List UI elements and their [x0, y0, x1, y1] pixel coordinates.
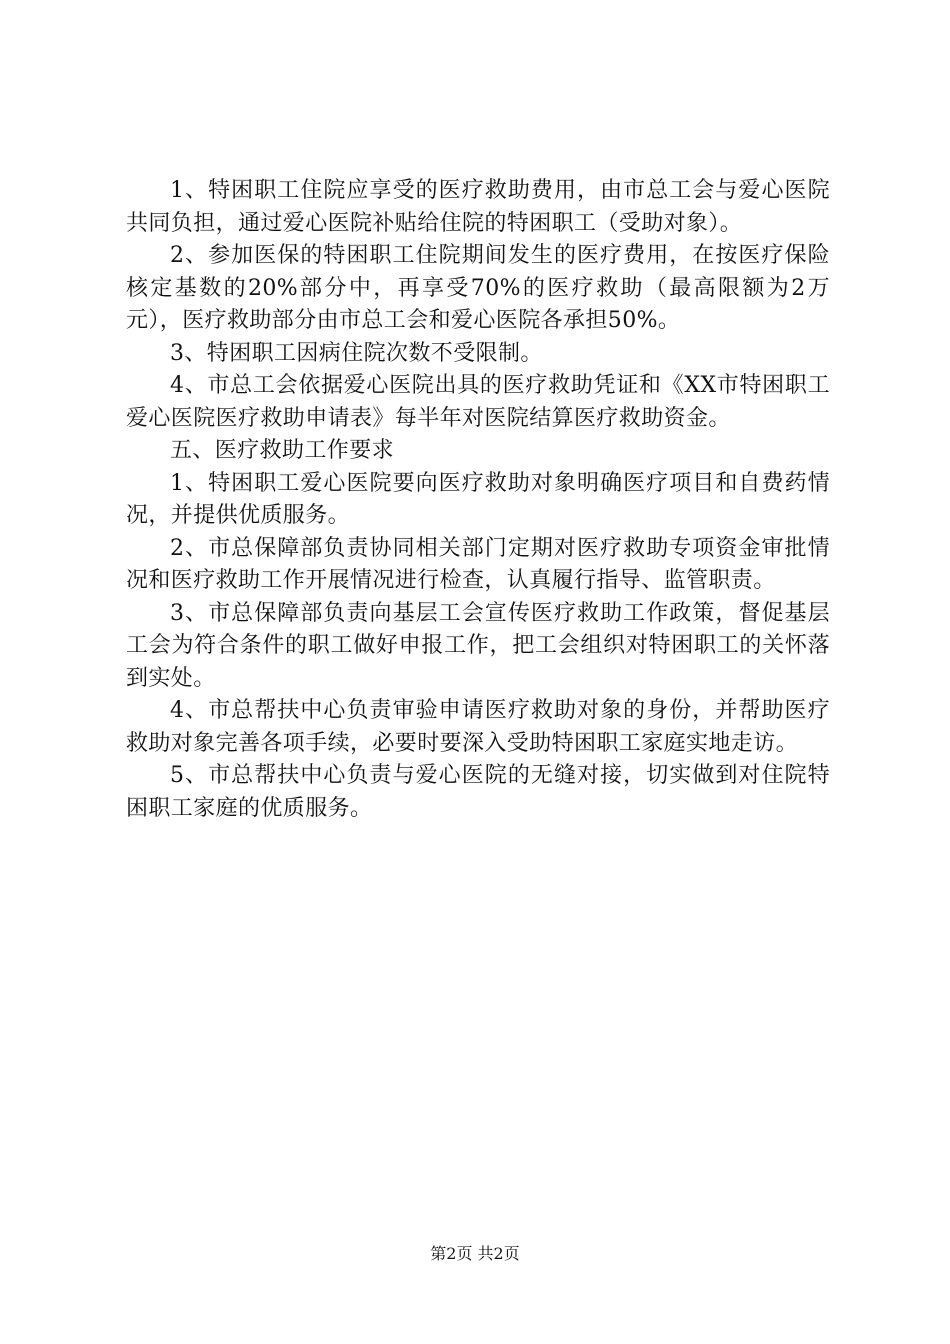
- document-body: [126, 175, 830, 825]
- page-number: 第2页 共2页: [430, 1244, 520, 1263]
- paragraph-requirement-3: 3、市总保障部负责向基层工会宣传医疗救助工作政策，督促基层工会为符合条件的职工做好申报工作，把工会组织对特困职工的关怀落到实处。: [126, 600, 830, 691]
- section-heading-requirements: 五、医疗救助工作要求: [170, 438, 395, 463]
- page-footer: [0, 1244, 950, 1264]
- paragraph-requirement-1: 1、特困职工爱心医院要向医疗救助对象明确医疗项目和自费药情况，并提供优质服务。: [126, 470, 830, 528]
- paragraph-hospitalization-limit: 3、特困职工因病住院次数不受限制。: [170, 340, 543, 366]
- paragraph-requirement-4: 4、市总帮扶中心负责审验申请医疗救助对象的身份，并帮助医疗救助对象完善各项手续，必要时要深入受助特困职工家庭实地走访。: [126, 698, 830, 756]
- paragraph-requirement-2: 2、市总保障部负责协同相关部门定期对医疗救助专项资金审批情况和医疗救助工作开展情况进行检查，认真履行指导、监管职责。: [126, 535, 830, 593]
- paragraph-settlement: 4、市总工会依据爱心医院出具的医疗救助凭证和《XX市特困职工爱心医院医疗救助申请表》每半年对医院结算医疗救助资金。: [126, 373, 830, 431]
- paragraph-requirement-5: 5、市总帮扶中心负责与爱心医院的无缝对接，切实做到对住院特困职工家庭的优质服务。: [126, 763, 830, 821]
- paragraph-insurance-aid: 2、参加医保的特困职工住院期间发生的医疗费用，在按医疗保险核定基数的20%部分中，再享受70%的医疗救助（最高限额为2万元），医疗救助部分由市总工会和爱心医院各承担50%。: [126, 243, 830, 333]
- paragraph-medical-aid-cost: 1、特困职工住院应享受的医疗救助费用，由市总工会与爱心医院共同负担，通过爱心医院补贴给住院的特困职工（受助对象）。: [126, 178, 830, 236]
